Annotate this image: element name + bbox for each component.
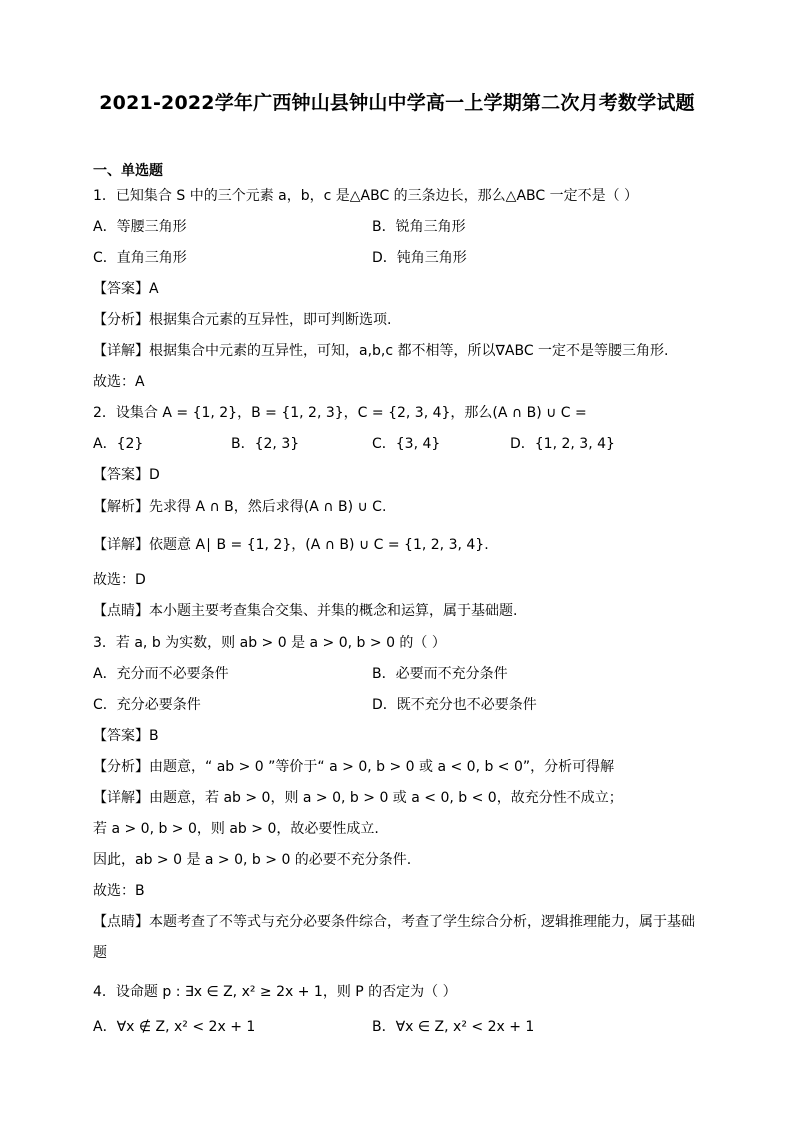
q3-option-b: B．必要而不充分条件 (372, 666, 508, 682)
question-2-stem: 2．设集合 A = {1, 2}，B = {1, 2, 3}，C = {2, 3, 4}，那么(A ∩ B) ∪ C = (93, 405, 587, 421)
q3-comment-cont: 题 (93, 945, 107, 961)
q2-comment: 【点睛】本小题主要考查集合交集、并集的概念和运算，属于基础题. (93, 603, 518, 619)
q4-option-b: B．∀x ∈ Z, x² < 2x + 1 (372, 1019, 535, 1035)
question-4-stem: 4．设命题 p : ∃x ∈ Z, x² ≥ 2x + 1，则 P 的否定为（ ） (93, 984, 457, 1000)
q3-conclusion: 因此，ab > 0 是 a > 0, b > 0 的必要不充分条件. (93, 852, 412, 868)
q2-answer: 【答案】D (93, 467, 160, 483)
q1-option-d: D．钝角三角形 (372, 250, 467, 266)
q2-option-b: B．{2, 3} (231, 436, 300, 452)
question-1-stem: 1．已知集合 S 中的三个元素 a，b，c 是△ABC 的三条边长，那么△ABC 一定不是（ ） (93, 188, 639, 204)
q1-analysis: 【分析】根据集合元素的互异性，即可判断选项. (93, 312, 392, 328)
q2-option-c: C．{3, 4} (372, 436, 441, 452)
q3-option-c: C．充分必要条件 (93, 697, 201, 713)
q3-analysis: 【分析】由题意，“ ab > 0 ”等价于“ a > 0, b > 0 或 a < 0, b < 0”，分析可得解 (93, 759, 615, 775)
q3-comment: 【点睛】本题考查了不等式与充分必要条件综合，考查了学生综合分析，逻辑推理能力，属于基础 (93, 914, 695, 930)
q1-detail: 【详解】根据集合中元素的互异性，可知，a,b,c 都不相等，所以∇ABC 一定不是等腰三角形. (93, 343, 669, 359)
q3-choice: 故选：B (93, 883, 145, 899)
q3-answer: 【答案】B (93, 728, 159, 744)
section-heading: 一、单选题 (93, 163, 163, 179)
q3-option-a: A．充分而不必要条件 (93, 666, 229, 682)
q3-option-d: D．既不充分也不必要条件 (372, 697, 537, 713)
q2-detail: 【详解】依题意 A∣ B = {1, 2}，(A ∩ B) ∪ C = {1, 2, 3, 4}. (93, 537, 489, 553)
q3-detail-2: 若 a > 0, b > 0，则 ab > 0，故必要性成立. (93, 821, 379, 837)
q1-option-a: A．等腰三角形 (93, 219, 187, 235)
q2-choice: 故选：D (93, 572, 146, 588)
q3-detail: 【详解】由题意，若 ab > 0，则 a > 0, b > 0 或 a < 0, b < 0，故充分性不成立； (93, 790, 623, 806)
q2-option-d: D．{1, 2, 3, 4} (510, 436, 615, 452)
document-title: 2021-2022学年广西钟山县钟山中学高一上学期第二次月考数学试题 (99, 92, 695, 114)
q1-answer: 【答案】A (93, 281, 159, 297)
q4-option-a: A．∀x ∉ Z, x² < 2x + 1 (93, 1019, 256, 1035)
q1-option-b: B．锐角三角形 (372, 219, 466, 235)
q2-analysis: 【解析】先求得 A ∩ B，然后求得(A ∩ B) ∪ C. (93, 499, 387, 515)
q2-option-a: A．{2} (93, 436, 144, 452)
q1-choice: 故选：A (93, 374, 145, 390)
question-3-stem: 3．若 a, b 为实数，则 ab > 0 是 a > 0, b > 0 的（ ） (93, 635, 446, 651)
q1-option-c: C．直角三角形 (93, 250, 187, 266)
